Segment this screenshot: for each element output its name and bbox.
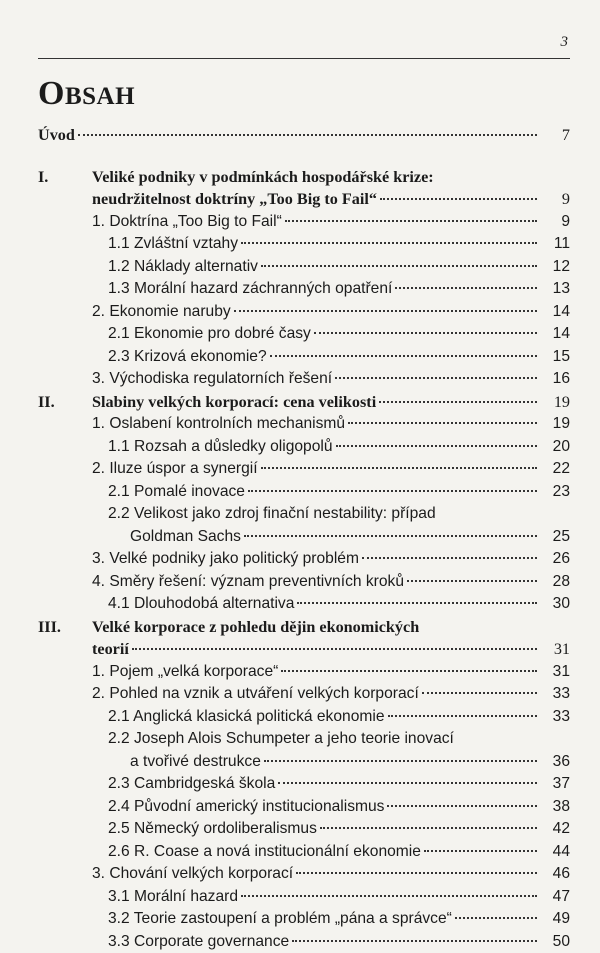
toc-page: 7 bbox=[540, 124, 570, 147]
leader-dots bbox=[261, 265, 537, 267]
toc-entry-text: 2.1 Pomalé inovace bbox=[108, 481, 245, 504]
leader-dots bbox=[297, 602, 537, 604]
toc-entry-text: 1. Oslabení kontrolních mechanismů bbox=[92, 413, 345, 436]
toc-entry-text: 3.1 Morální hazard bbox=[108, 886, 238, 909]
toc-entry bbox=[38, 503, 570, 526]
toc-page: 19 bbox=[540, 413, 570, 436]
leader-dots bbox=[348, 422, 537, 424]
toc-page: 37 bbox=[540, 773, 570, 796]
leader-dots bbox=[336, 445, 537, 447]
toc-entry-text: 1.3 Morální hazard záchranných opatření bbox=[108, 278, 392, 301]
toc-page: 31 bbox=[540, 638, 570, 661]
toc-entry bbox=[38, 863, 570, 886]
toc-entry-continued bbox=[38, 751, 570, 774]
toc-page: 23 bbox=[540, 481, 570, 504]
toc-entry-continued bbox=[38, 526, 570, 549]
leader-dots bbox=[296, 872, 537, 874]
toc-entry-text-line2: Goldman Sachs bbox=[130, 526, 241, 549]
leader-dots bbox=[270, 355, 537, 357]
toc-entry bbox=[38, 436, 570, 459]
toc-entry bbox=[38, 593, 570, 616]
leader-dots bbox=[264, 760, 537, 762]
toc-page: 26 bbox=[540, 548, 570, 571]
chapter-heading-continued bbox=[38, 638, 570, 661]
toc-entry-text: 4.1 Dlouhodobá alternativa bbox=[108, 593, 294, 616]
toc-page: 14 bbox=[540, 301, 570, 324]
toc-entry-text: 1.1 Zvláštní vztahy bbox=[108, 233, 238, 256]
toc-entry bbox=[38, 706, 570, 729]
leader-dots bbox=[387, 805, 537, 807]
leader-dots bbox=[281, 670, 537, 672]
toc-entry bbox=[38, 908, 570, 931]
leader-dots bbox=[234, 310, 537, 312]
leader-dots bbox=[248, 490, 537, 492]
toc-entry-text-line2: a tvořivé destrukce bbox=[130, 751, 261, 774]
leader-dots bbox=[335, 377, 537, 379]
leader-dots bbox=[132, 648, 537, 650]
toc-entry-text: 3. Velké podniky jako politický problém bbox=[92, 548, 359, 571]
toc-page: 50 bbox=[540, 931, 570, 953]
toc-entry bbox=[38, 661, 570, 684]
toc-page: 49 bbox=[540, 908, 570, 931]
chapter-title-line2: teorií bbox=[92, 638, 129, 661]
toc-entry bbox=[38, 413, 570, 436]
toc-entry bbox=[38, 368, 570, 391]
toc-page: 47 bbox=[540, 886, 570, 909]
toc-entry-text: 2.2 Velikost jako zdroj finační nestability: případ bbox=[108, 503, 436, 526]
leader-dots bbox=[261, 467, 537, 469]
toc-entry-text: 3. Chování velkých korporací bbox=[92, 863, 293, 886]
toc-entry bbox=[38, 301, 570, 324]
toc-page: 33 bbox=[540, 683, 570, 706]
toc-entry bbox=[38, 256, 570, 279]
leader-dots bbox=[285, 220, 537, 222]
toc-page: 28 bbox=[540, 571, 570, 594]
toc-entry-text: 4. Směry řešení: význam preventivních kroků bbox=[92, 571, 404, 594]
toc-entry-text: 2.1 Anglická klasická politická ekonomie bbox=[108, 706, 385, 729]
toc-entry bbox=[38, 346, 570, 369]
toc-page: 31 bbox=[540, 661, 570, 684]
leader-dots bbox=[388, 715, 538, 717]
leader-dots bbox=[362, 557, 537, 559]
chapter-title: Veliké podniky v podmínkách hospodářské krize: bbox=[92, 166, 434, 189]
toc-entry bbox=[38, 458, 570, 481]
chapter-heading bbox=[38, 616, 570, 639]
toc-entry bbox=[38, 931, 570, 953]
leader-dots bbox=[241, 895, 537, 897]
leader-dots bbox=[292, 940, 537, 942]
leader-dots bbox=[379, 401, 537, 403]
toc-entry bbox=[38, 233, 570, 256]
toc-page: 46 bbox=[540, 863, 570, 886]
title-rest: BSAH bbox=[65, 83, 135, 110]
chapter-heading bbox=[38, 391, 570, 414]
toc-entry-text: 3.3 Corporate governance bbox=[108, 931, 289, 953]
toc-entry-text: 2.2 Joseph Alois Schumpeter a jeho teorie inovací bbox=[108, 728, 454, 751]
toc-page: 38 bbox=[540, 796, 570, 819]
toc-page: 20 bbox=[540, 436, 570, 459]
title-initial: O bbox=[38, 75, 65, 112]
page-number: 3 bbox=[561, 34, 569, 51]
toc-page: 15 bbox=[540, 346, 570, 369]
toc-page: 36 bbox=[540, 751, 570, 774]
toc-intro bbox=[38, 124, 570, 147]
toc-page: 12 bbox=[540, 256, 570, 279]
toc-entry-text: 2.1 Ekonomie pro dobré časy bbox=[108, 323, 311, 346]
toc-page: 44 bbox=[540, 841, 570, 864]
toc-intro-label: Úvod bbox=[38, 124, 75, 147]
toc-entry bbox=[38, 796, 570, 819]
toc-entry bbox=[38, 841, 570, 864]
header-rule bbox=[38, 58, 570, 59]
leader-dots bbox=[380, 198, 537, 200]
chapter-heading-continued bbox=[38, 188, 570, 211]
toc-entry-text: 2. Ekonomie naruby bbox=[92, 301, 231, 324]
toc-page: 42 bbox=[540, 818, 570, 841]
toc-entry bbox=[38, 278, 570, 301]
leader-dots bbox=[320, 827, 537, 829]
toc-page: 22 bbox=[540, 458, 570, 481]
chapter-title: Velké korporace z pohledu dějin ekonomických bbox=[92, 616, 419, 639]
toc-page: 25 bbox=[540, 526, 570, 549]
toc-entry-text: 2. Iluze úspor a synergií bbox=[92, 458, 258, 481]
toc-page: 19 bbox=[540, 391, 570, 414]
leader-dots bbox=[241, 242, 537, 244]
toc-chapters bbox=[38, 166, 570, 953]
toc-entry bbox=[38, 571, 570, 594]
chapter-title: Slabiny velkých korporací: cena velikosti bbox=[92, 391, 376, 414]
chapter-heading bbox=[38, 166, 570, 189]
chapter-number: I. bbox=[38, 166, 92, 189]
toc-page: 13 bbox=[540, 278, 570, 301]
leader-dots bbox=[407, 580, 537, 582]
chapter-title-line2: neudržitelnost doktríny „Too Big to Fail“ bbox=[92, 188, 377, 211]
toc-page: 33 bbox=[540, 706, 570, 729]
toc-entry-text: 3. Východiska regulatorních řešení bbox=[92, 368, 332, 391]
toc-entry bbox=[38, 773, 570, 796]
chapter-number: II. bbox=[38, 391, 92, 414]
toc-entry-text: 1. Pojem „velká korporace“ bbox=[92, 661, 278, 684]
toc-entry bbox=[38, 211, 570, 234]
toc-entry bbox=[38, 728, 570, 751]
toc-entry bbox=[38, 683, 570, 706]
toc-entry bbox=[38, 548, 570, 571]
table-of-contents bbox=[38, 124, 570, 953]
toc-entry bbox=[38, 818, 570, 841]
toc-entry-text: 3.2 Teorie zastoupení a problém „pána a správce“ bbox=[108, 908, 452, 931]
toc-entry-text: 2.4 Původní americký institucionalismus bbox=[108, 796, 384, 819]
toc-entry-text: 2.6 R. Coase a nová institucionální ekonomie bbox=[108, 841, 421, 864]
toc-entry bbox=[38, 323, 570, 346]
toc-entry bbox=[38, 886, 570, 909]
leader-dots bbox=[422, 692, 537, 694]
toc-page: 30 bbox=[540, 593, 570, 616]
leader-dots bbox=[278, 782, 537, 784]
toc-page: 9 bbox=[540, 188, 570, 211]
toc-entry-text: 2.5 Německý ordoliberalismus bbox=[108, 818, 317, 841]
toc-page: 11 bbox=[540, 233, 570, 256]
toc-entry-text: 2.3 Cambridgeská škola bbox=[108, 773, 275, 796]
toc-entry-text: 2.3 Krizová ekonomie? bbox=[108, 346, 267, 369]
page-title bbox=[38, 75, 135, 113]
leader-dots bbox=[244, 535, 537, 537]
leader-dots bbox=[314, 332, 537, 334]
toc-entry-text: 1.1 Rozsah a důsledky oligopolů bbox=[108, 436, 333, 459]
leader-dots bbox=[424, 850, 537, 852]
leader-dots bbox=[455, 917, 537, 919]
toc-entry-text: 2. Pohled na vznik a utváření velkých korporací bbox=[92, 683, 419, 706]
toc-page: 9 bbox=[540, 211, 570, 234]
toc-page: 16 bbox=[540, 368, 570, 391]
leader-dots bbox=[78, 134, 537, 136]
toc-entry-text: 1.2 Náklady alternativ bbox=[108, 256, 258, 279]
leader-dots bbox=[395, 287, 537, 289]
toc-entry-text: 1. Doktrína „Too Big to Fail“ bbox=[92, 211, 282, 234]
toc-entry bbox=[38, 481, 570, 504]
chapter-number: III. bbox=[38, 616, 92, 639]
toc-page: 14 bbox=[540, 323, 570, 346]
